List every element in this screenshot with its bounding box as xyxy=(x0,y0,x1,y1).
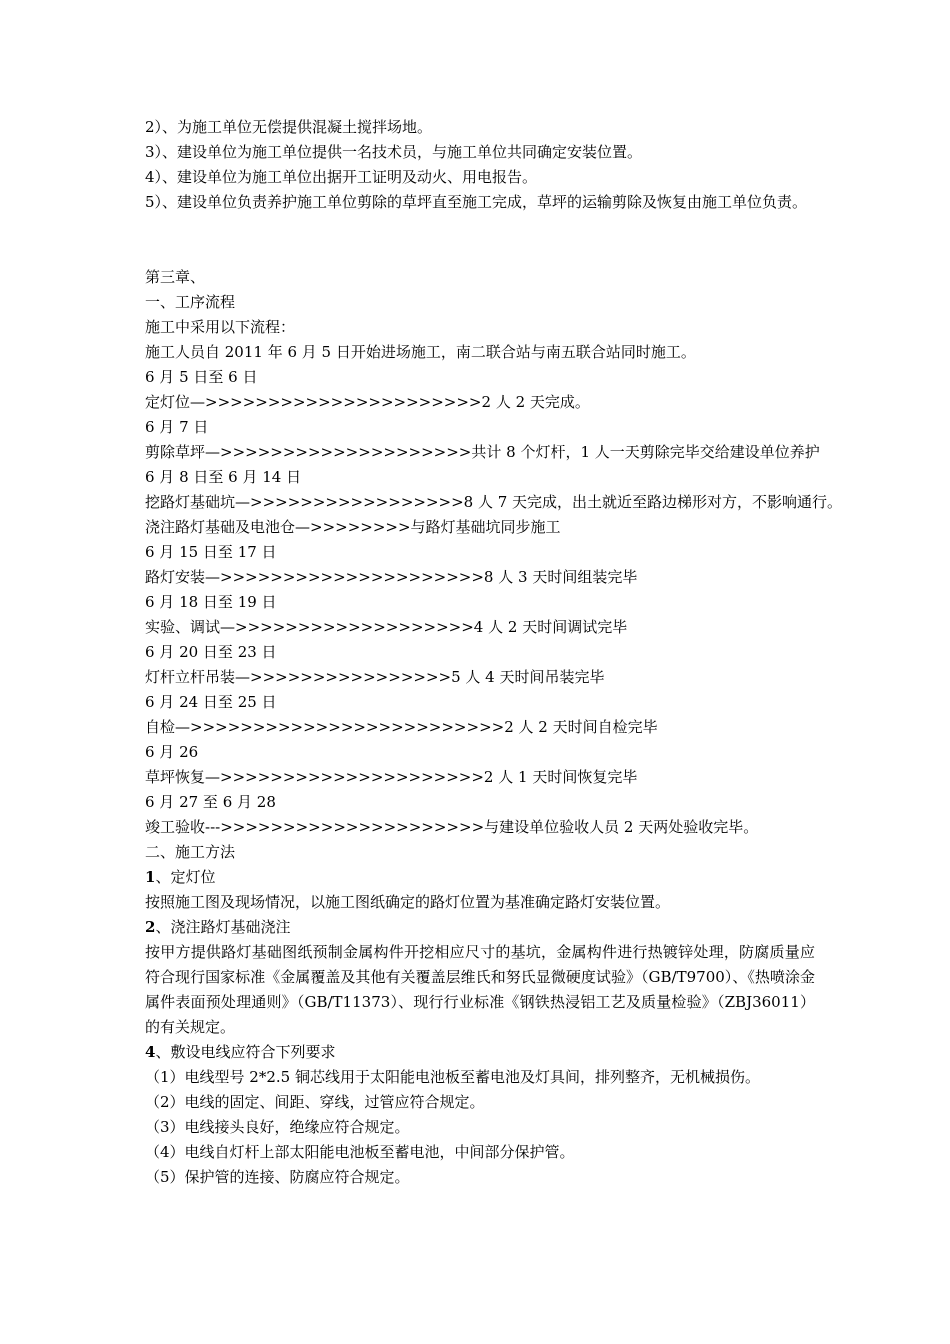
method-title: 、定灯位 xyxy=(155,868,216,886)
method-item: （2）电线的固定、间距、穿线，过管应符合规定。 xyxy=(145,1093,485,1111)
flow-line: 实验、调试—>>>>>>>>>>>>>>>>>>>4 人 2 天时间调试完毕 xyxy=(145,618,628,636)
flow-line: 灯杆立杆吊装—>>>>>>>>>>>>>>>>5 人 4 天时间吊装完毕 xyxy=(145,668,605,686)
method-item: （5）保护管的连接、防腐应符合规定。 xyxy=(145,1168,410,1186)
flow-line: 剪除草坪—>>>>>>>>>>>>>>>>>>>>共计 8 个灯杆，1 人一天剪除完毕交给建设单位养护 xyxy=(145,443,820,461)
method-item: （1）电线型号 2*2.5 铜芯线用于太阳能电池板至蓄电池及灯具间，排列整齐，无机械损伤。 xyxy=(145,1068,760,1086)
method-number: 4 xyxy=(145,1043,156,1061)
flow-line: 竣工验收--->>>>>>>>>>>>>>>>>>>>>与建设单位验收人员 2 天两处验收完毕。 xyxy=(145,818,759,836)
flow-line: 6 月 18 日至 19 日 xyxy=(145,593,277,611)
method-body: 按甲方提供路灯基础图纸预制金属构件开挖相应尺寸的基坑，金属构件进行热镀锌处理，防腐质量应符合现行国家标准《金属覆盖及其他有关覆盖层维氏和努氏显微硬度试验》（GB/T9700）、《热喷涂金属件表面预处理通则》（GB/T11373）、现行行业标准《钢铁热浸铝工艺及质量检验》（ZBJ36011）的有关规定。 xyxy=(145,943,815,1036)
flow-line: 6 月 15 日至 17 日 xyxy=(145,543,277,561)
flow-line: 6 月 5 日至 6 日 xyxy=(145,368,258,386)
chapter-title: 第三章、 xyxy=(145,268,206,286)
flow-line: 6 月 24 日至 25 日 xyxy=(145,693,277,711)
flow-line: 6 月 26 xyxy=(145,743,199,761)
flow-line: 6 月 7 日 xyxy=(145,418,209,436)
flow-line: 挖路灯基础坑—>>>>>>>>>>>>>>>>>8 人 7 天完成，出土就近至路边梯形对方，不影响通行。 xyxy=(145,493,843,511)
method-heading xyxy=(145,865,815,890)
flow-line: 浇注路灯基础及电池仓—>>>>>>>>与路灯基础坑同步施工 xyxy=(145,518,561,536)
method-heading xyxy=(145,1040,815,1065)
flow-line: 6 月 20 日至 23 日 xyxy=(145,643,277,661)
intro-item: 5）、建设单位负责养护施工单位剪除的草坪直至施工完成，草坪的运输剪除及恢复由施工单位负责。 xyxy=(145,193,808,211)
section-heading: 二、施工方法 xyxy=(145,843,236,861)
flow-list xyxy=(145,365,843,840)
flow-line: 定灯位—>>>>>>>>>>>>>>>>>>>>>>2 人 2 天完成。 xyxy=(145,393,590,411)
spacer xyxy=(145,215,815,265)
method-title: 、敷设电线应符合下列要求 xyxy=(155,1043,336,1061)
document-page xyxy=(145,115,843,1190)
method-heading xyxy=(145,915,815,940)
method-number: 1 xyxy=(145,868,156,886)
intro-item: 4）、建设单位为施工单位出据开工证明及动火、用电报告。 xyxy=(145,168,538,186)
flow-line: 草坪恢复—>>>>>>>>>>>>>>>>>>>>>2 人 1 天时间恢复完毕 xyxy=(145,768,638,786)
method-item: （4）电线自灯杆上部太阳能电池板至蓄电池，中间部分保护管。 xyxy=(145,1143,575,1161)
flow-line: 自检—>>>>>>>>>>>>>>>>>>>>>>>>>2 人 2 天时间自检完毕 xyxy=(145,718,658,736)
flow-line: 6 月 8 日至 6 月 14 日 xyxy=(145,468,302,486)
section-heading: 一、工序流程 xyxy=(145,293,236,311)
method-title: 、浇注路灯基础浇注 xyxy=(155,918,291,936)
start-note: 施工人员自 2011 年 6 月 5 日开始进场施工，南二联合站与南五联合站同时施工。 xyxy=(145,343,696,361)
flow-line: 路灯安装—>>>>>>>>>>>>>>>>>>>>>8 人 3 天时间组装完毕 xyxy=(145,568,638,586)
flow-line: 6 月 27 至 6 月 28 xyxy=(145,793,276,811)
method-body: 按照施工图及现场情况，以施工图纸确定的路灯位置为基准确定路灯安装位置。 xyxy=(145,893,671,911)
intro-item: 2）、为施工单位无偿提供混凝土搅拌场地。 xyxy=(145,118,433,136)
method-number: 2 xyxy=(145,918,156,936)
flow-intro: 施工中采用以下流程： xyxy=(145,318,296,336)
method-item: （3）电线接头良好，绝缘应符合规定。 xyxy=(145,1118,410,1136)
intro-item: 3）、建设单位为施工单位提供一名技术员，与施工单位共同确定安装位置。 xyxy=(145,143,643,161)
